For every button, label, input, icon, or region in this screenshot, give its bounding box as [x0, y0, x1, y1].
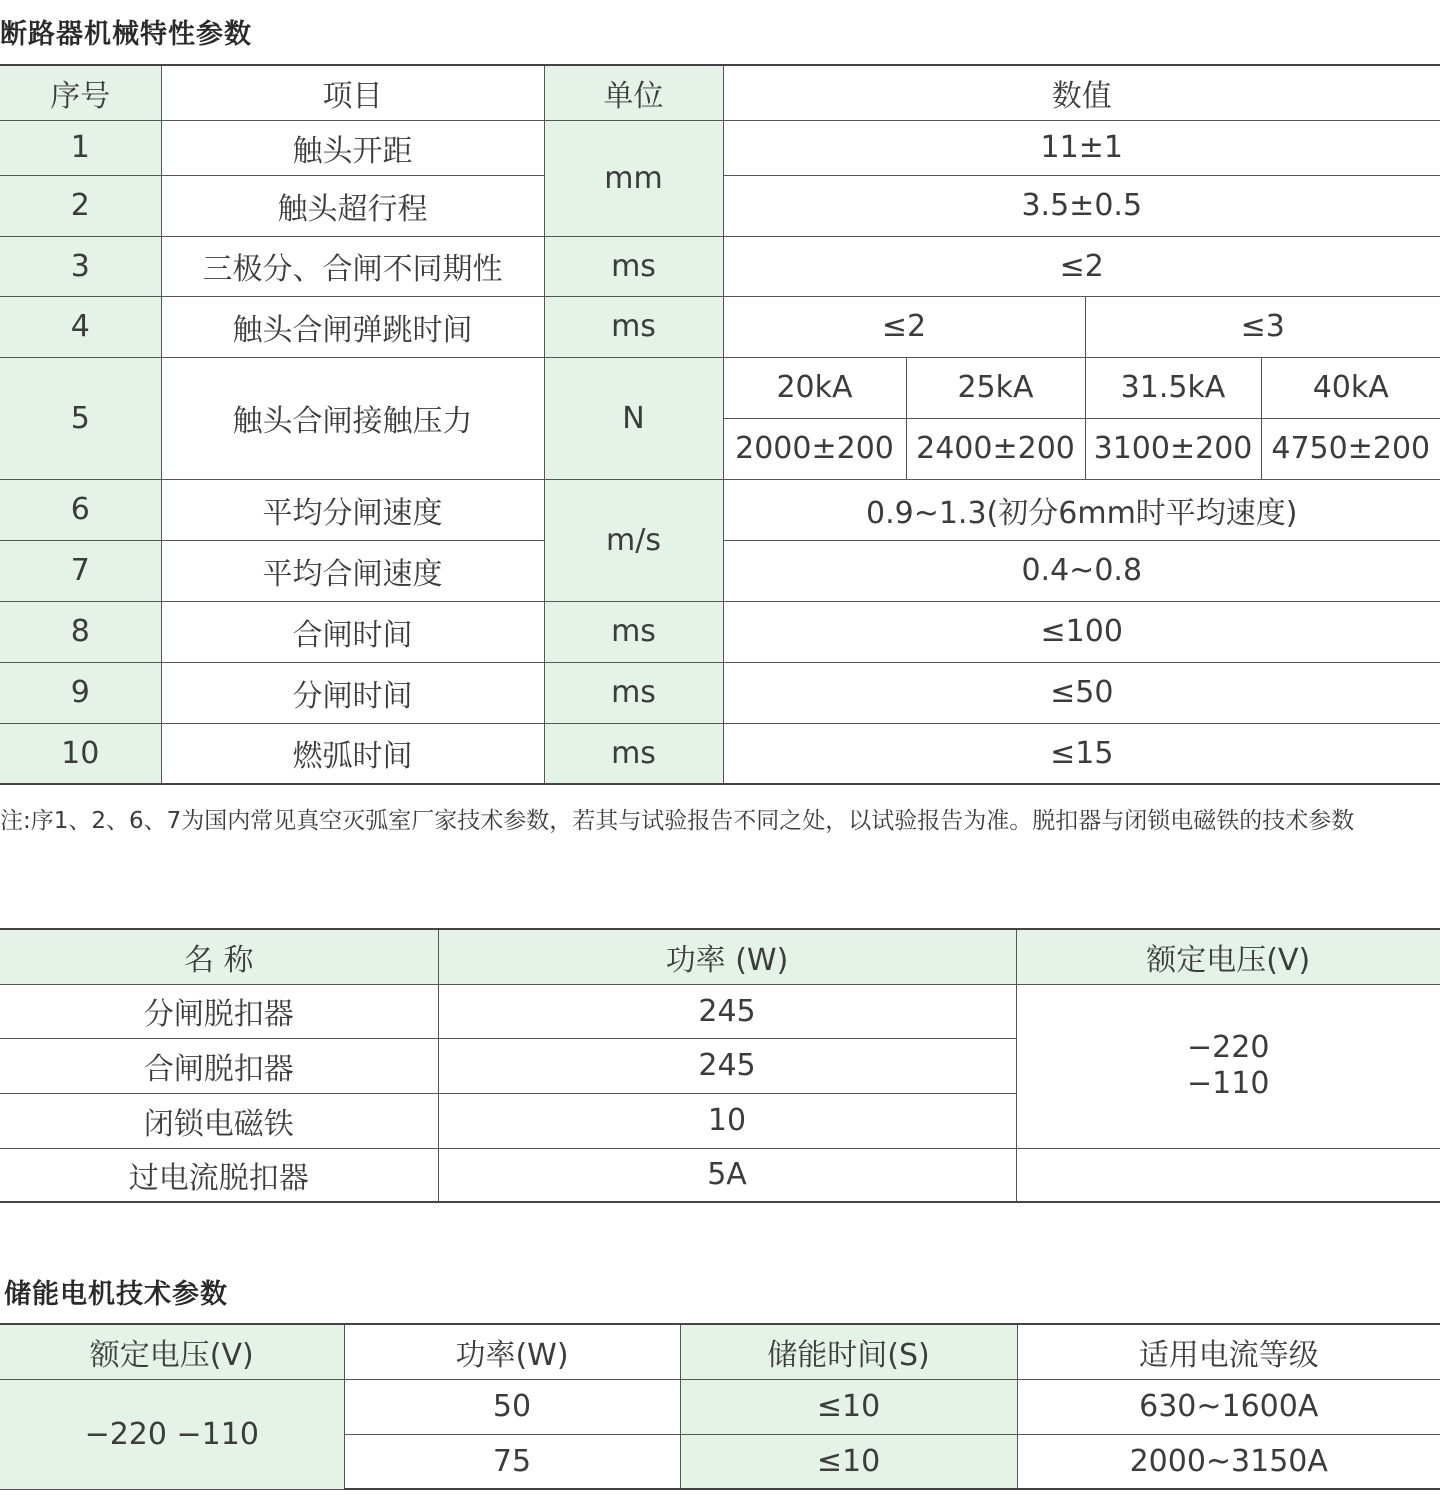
row-power: 245	[438, 1038, 1016, 1093]
row-value: ≤2	[723, 236, 1440, 296]
row-no: 1	[0, 120, 161, 175]
contact-pressure: 2000±200	[723, 418, 906, 479]
row-value: ≤50	[723, 662, 1440, 723]
section3-title: 储能电机技术参数	[4, 1279, 228, 1310]
table-header-row	[0, 65, 1440, 120]
footnote: 注:序1、2、6、7为国内常见真空灭弧室厂家技术参数，若其与试验报告不同之处，以试验报告为准。脱扣器与闭锁电磁铁的技术参数	[0, 808, 1355, 834]
header-no: 序号	[0, 65, 161, 120]
row-power: 10	[438, 1093, 1016, 1148]
row-unit: m/s	[544, 479, 723, 601]
row-no: 6	[0, 479, 161, 540]
row-power: 75	[344, 1434, 680, 1489]
header-current-level: 适用电流等级	[1017, 1324, 1440, 1379]
row-unit: ms	[544, 723, 723, 784]
table-row	[0, 1148, 1440, 1202]
table-row	[0, 357, 1440, 418]
release-spec-table	[0, 928, 1440, 1203]
current-level: 20kA	[723, 357, 906, 418]
motor-spec-table	[0, 1323, 1440, 1490]
table-row	[0, 120, 1440, 175]
row-no: 8	[0, 601, 161, 662]
row-item: 合闸时间	[161, 601, 544, 662]
row-item: 触头超行程	[161, 175, 544, 236]
row-storage-time: ≤10	[680, 1434, 1017, 1489]
row-item: 三极分、合闸不同期性	[161, 236, 544, 296]
current-level: 40kA	[1261, 357, 1440, 418]
current-level: 31.5kA	[1085, 357, 1261, 418]
row-no: 2	[0, 175, 161, 236]
row-value: 0.9~1.3(初分6mm时平均速度)	[723, 479, 1440, 540]
row-value-b: ≤3	[1085, 296, 1440, 357]
voltage-line: −110	[1187, 1066, 1270, 1101]
row-value: 0.4~0.8	[723, 540, 1440, 601]
row-no: 3	[0, 236, 161, 296]
table-row	[0, 662, 1440, 723]
row-item: 触头开距	[161, 120, 544, 175]
row-unit: ms	[544, 296, 723, 357]
row-no: 7	[0, 540, 161, 601]
row-value: ≤15	[723, 723, 1440, 784]
table-row	[0, 296, 1440, 357]
row-value-a: ≤2	[723, 296, 1085, 357]
row-name: 闭锁电磁铁	[0, 1093, 438, 1148]
header-power: 功率(W)	[344, 1324, 680, 1379]
rated-voltage	[1016, 984, 1440, 1148]
row-unit: mm	[544, 120, 723, 236]
table-row	[0, 601, 1440, 662]
row-no: 5	[0, 357, 161, 479]
row-item: 燃弧时间	[161, 723, 544, 784]
header-item: 项目	[161, 65, 544, 120]
row-item: 平均分闸速度	[161, 479, 544, 540]
row-item: 平均合闸速度	[161, 540, 544, 601]
table-row	[0, 1379, 1440, 1434]
row-no: 10	[0, 723, 161, 784]
current-level: 25kA	[906, 357, 1085, 418]
row-name: 过电流脱扣器	[0, 1148, 438, 1202]
table-row	[0, 984, 1440, 1038]
row-item: 分闸时间	[161, 662, 544, 723]
header-unit: 单位	[544, 65, 723, 120]
row-storage-time: ≤10	[680, 1379, 1017, 1434]
row-power: 245	[438, 984, 1016, 1038]
header-voltage: 额定电压(V)	[1016, 929, 1440, 984]
table-header-row	[0, 929, 1440, 984]
table-row	[0, 723, 1440, 784]
row-item: 触头合闸弹跳时间	[161, 296, 544, 357]
contact-pressure: 4750±200	[1261, 418, 1440, 479]
row-item: 触头合闸接触压力	[161, 357, 544, 479]
row-unit: ms	[544, 601, 723, 662]
voltage-line: −220	[1187, 1030, 1270, 1065]
section1-title: 断路器机械特性参数	[0, 19, 252, 50]
contact-pressure: 3100±200	[1085, 418, 1261, 479]
row-power: 50	[344, 1379, 680, 1434]
row-name: 合闸脱扣器	[0, 1038, 438, 1093]
header-power: 功率 (W)	[438, 929, 1016, 984]
table-row	[0, 479, 1440, 540]
contact-pressure: 2400±200	[906, 418, 1085, 479]
rated-voltage: −220 −110	[0, 1379, 344, 1489]
row-power: 5A	[438, 1148, 1016, 1202]
row-unit: N	[544, 357, 723, 479]
row-unit: ms	[544, 236, 723, 296]
header-name: 名 称	[0, 929, 438, 984]
row-value: 3.5±0.5	[723, 175, 1440, 236]
table-header-row	[0, 1324, 1440, 1379]
header-storage-time: 储能时间(S)	[680, 1324, 1017, 1379]
row-current-level: 630~1600A	[1017, 1379, 1440, 1434]
row-value: 11±1	[723, 120, 1440, 175]
header-value: 数值	[723, 65, 1440, 120]
row-unit: ms	[544, 662, 723, 723]
row-value: ≤100	[723, 601, 1440, 662]
mechanical-spec-table	[0, 64, 1440, 785]
empty-cell	[1016, 1148, 1440, 1202]
row-current-level: 2000~3150A	[1017, 1434, 1440, 1489]
row-name: 分闸脱扣器	[0, 984, 438, 1038]
row-no: 9	[0, 662, 161, 723]
header-rated-voltage: 额定电压(V)	[0, 1324, 344, 1379]
table-row	[0, 236, 1440, 296]
row-no: 4	[0, 296, 161, 357]
